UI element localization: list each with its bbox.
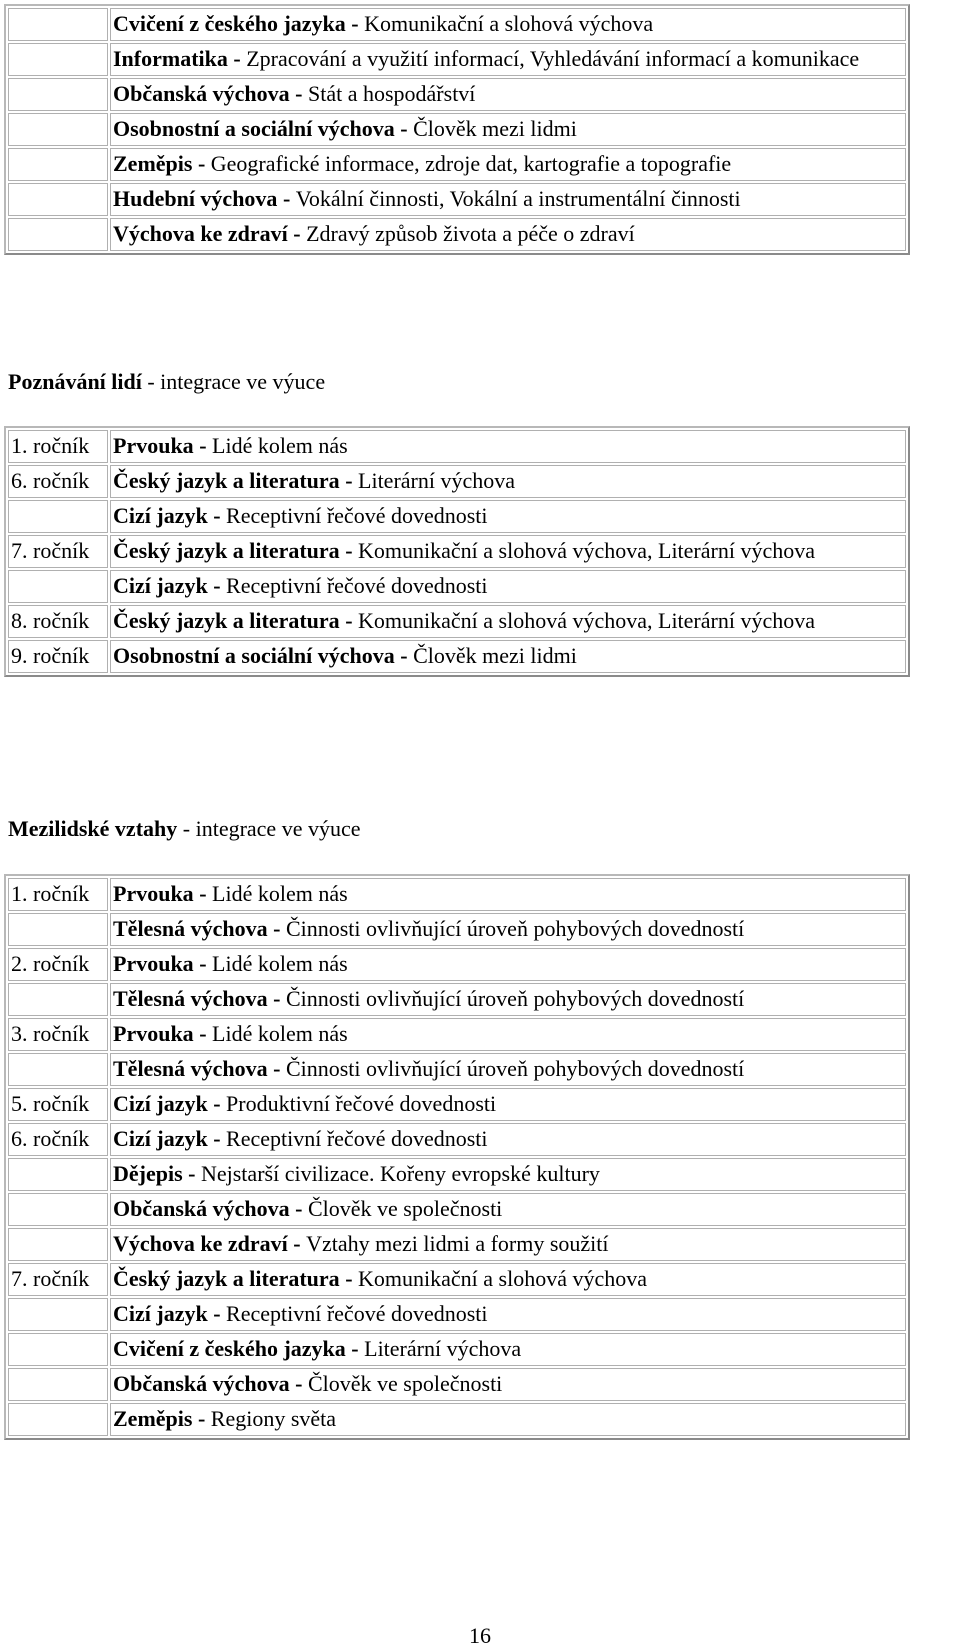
subject-name: Hudební výchova	[113, 186, 278, 211]
table-row	[8, 430, 906, 463]
subject-separator: -	[394, 643, 414, 668]
topic-name: Lidé kolem nás	[212, 951, 348, 976]
table-row	[8, 913, 906, 946]
grade-cell	[8, 1053, 108, 1086]
subject-topic-cell	[110, 1053, 906, 1086]
section-title: Poznávání lidí	[8, 369, 142, 394]
empty-cell	[8, 218, 108, 251]
subject-topic-cell	[110, 878, 906, 911]
top-table-body	[8, 8, 906, 251]
subject-topic-cell	[110, 1123, 906, 1156]
subject-topic-cell	[110, 913, 906, 946]
subject-separator: -	[193, 881, 213, 906]
table-row	[8, 948, 906, 981]
empty-cell	[8, 113, 108, 146]
subject-name: Prvouka	[113, 1021, 194, 1046]
table-row	[8, 1403, 906, 1436]
grade-cell: 9. ročník	[8, 640, 108, 673]
topic-name: Činnosti ovlivňující úroveň pohybových dovedností	[285, 916, 745, 941]
subject-name: Český jazyk a literatura	[113, 608, 340, 633]
section-title: Mezilidské vztahy	[8, 816, 178, 841]
subject-name: Prvouka	[113, 881, 194, 906]
grade-cell	[8, 1403, 108, 1436]
subject-name: Prvouka	[113, 433, 194, 458]
subject-name: Občanská výchova	[113, 1371, 290, 1396]
grade-cell: 1. ročník	[8, 430, 108, 463]
subject-separator: -	[394, 116, 414, 141]
empty-cell	[8, 43, 108, 76]
topic-name: Receptivní řečové dovednosti	[226, 503, 488, 528]
table-row	[8, 113, 906, 146]
subject-separator: -	[227, 46, 247, 71]
grade-cell	[8, 1298, 108, 1331]
subject-name: Informatika	[113, 46, 228, 71]
subject-topic-cell	[110, 570, 906, 603]
subject-topic-cell	[110, 218, 906, 251]
table-row	[8, 1123, 906, 1156]
table-row	[8, 8, 906, 41]
subject-topic-cell	[110, 1298, 906, 1331]
subject-separator: -	[289, 81, 308, 106]
subject-name: Cvičení z českého jazyka	[113, 1336, 346, 1361]
topic-name: Člověk mezi lidmi	[413, 643, 577, 668]
subject-separator: -	[289, 1196, 308, 1221]
grade-cell	[8, 1193, 108, 1226]
subject-name: Výchova ke zdraví	[113, 1231, 288, 1256]
subject-topic-cell	[110, 465, 906, 498]
subject-name: Občanská výchova	[113, 81, 290, 106]
subject-separator: -	[207, 1091, 227, 1116]
top-subjects-table	[4, 4, 910, 255]
table-row	[8, 148, 906, 181]
subject-topic-cell	[110, 1018, 906, 1051]
table-row	[8, 1298, 906, 1331]
subject-name: Tělesná výchova	[113, 916, 268, 941]
grade-cell: 1. ročník	[8, 878, 108, 911]
subject-separator: -	[193, 433, 213, 458]
topic-name: Činnosti ovlivňující úroveň pohybových dovedností	[285, 1056, 745, 1081]
subject-topic-cell	[110, 113, 906, 146]
section-heading-mezilidske-vztahy	[8, 816, 361, 842]
subject-topic-cell	[110, 948, 906, 981]
subject-topic-cell	[110, 78, 906, 111]
table-row	[8, 535, 906, 568]
subject-separator: -	[207, 1126, 227, 1151]
subject-name: Cvičení z českého jazyka	[113, 11, 346, 36]
subject-name: Český jazyk a literatura	[113, 538, 340, 563]
table-row	[8, 1333, 906, 1366]
grade-cell: 6. ročník	[8, 465, 108, 498]
table-row	[8, 1018, 906, 1051]
subject-name: Dějepis	[113, 1161, 183, 1186]
subject-separator: -	[339, 608, 359, 633]
subject-name: Cizí jazyk	[113, 1301, 208, 1326]
subject-topic-cell	[110, 1333, 906, 1366]
grade-cell: 7. ročník	[8, 535, 108, 568]
subject-separator: -	[267, 916, 286, 941]
empty-cell	[8, 148, 108, 181]
topic-name: Stát a hospodářství	[307, 81, 476, 106]
table-row	[8, 983, 906, 1016]
subject-separator: -	[287, 221, 307, 246]
grade-cell: 6. ročník	[8, 1123, 108, 1156]
subject-topic-cell	[110, 983, 906, 1016]
subject-name: Cizí jazyk	[113, 503, 208, 528]
subject-separator: -	[182, 1161, 201, 1186]
empty-cell	[8, 8, 108, 41]
subject-separator: -	[345, 1336, 365, 1361]
subject-name: Český jazyk a literatura	[113, 1266, 340, 1291]
table-row	[8, 570, 906, 603]
topic-name: Komunikační a slohová výchova, Literární výchova	[358, 538, 815, 563]
topic-name: Komunikační a slohová výchova	[364, 11, 654, 36]
subject-name: Tělesná výchova	[113, 986, 268, 1011]
grade-cell	[8, 1158, 108, 1191]
topic-name: Literární výchova	[358, 468, 516, 493]
subject-name: Tělesná výchova	[113, 1056, 268, 1081]
topic-name: Produktivní řečové dovednosti	[226, 1091, 497, 1116]
subject-name: Zeměpis	[113, 151, 193, 176]
grade-cell	[8, 1228, 108, 1261]
topic-name: Komunikační a slohová výchova, Literární výchova	[358, 608, 815, 633]
topic-name: Člověk ve společnosti	[307, 1196, 503, 1221]
subject-topic-cell	[110, 535, 906, 568]
grade-cell	[8, 500, 108, 533]
poznavani-lidi-table	[4, 426, 910, 677]
topic-name: Geografické informace, zdroje dat, kartografie a topografie	[210, 151, 732, 176]
table-row	[8, 1053, 906, 1086]
subject-topic-cell	[110, 430, 906, 463]
topic-name: Receptivní řečové dovednosti	[226, 573, 488, 598]
table-row	[8, 43, 906, 76]
table-row	[8, 1193, 906, 1226]
mezilidske-vztahy-table-body	[8, 878, 906, 1436]
subject-separator: -	[345, 11, 365, 36]
topic-name: Činnosti ovlivňující úroveň pohybových dovedností	[285, 986, 745, 1011]
topic-name: Nejstarší civilizace. Kořeny evropské kultury	[200, 1161, 600, 1186]
subject-separator: -	[192, 151, 211, 176]
table-row	[8, 1368, 906, 1401]
subject-topic-cell	[110, 1088, 906, 1121]
topic-name: Vokální činnosti, Vokální a instrumentální činnosti	[295, 186, 741, 211]
topic-name: Zdravý způsob života a péče o zdraví	[306, 221, 635, 246]
table-row	[8, 1263, 906, 1296]
subject-topic-cell	[110, 1263, 906, 1296]
grade-cell: 8. ročník	[8, 605, 108, 638]
grade-cell	[8, 913, 108, 946]
subject-topic-cell	[110, 1368, 906, 1401]
grade-cell: 5. ročník	[8, 1088, 108, 1121]
subject-name: Cizí jazyk	[113, 573, 208, 598]
grade-cell: 2. ročník	[8, 948, 108, 981]
grade-cell	[8, 1368, 108, 1401]
topic-name: Receptivní řečové dovednosti	[226, 1301, 488, 1326]
topic-name: Literární výchova	[364, 1336, 522, 1361]
subject-topic-cell	[110, 1158, 906, 1191]
table-row	[8, 1228, 906, 1261]
subject-name: Český jazyk a literatura	[113, 468, 340, 493]
subject-separator: -	[339, 1266, 359, 1291]
grade-cell	[8, 983, 108, 1016]
poznavani-lidi-table-body	[8, 430, 906, 673]
subject-separator: -	[192, 1406, 211, 1431]
table-row	[8, 218, 906, 251]
table-row	[8, 78, 906, 111]
subject-name: Osobnostní a sociální výchova	[113, 116, 395, 141]
subject-name: Prvouka	[113, 951, 194, 976]
topic-name: Vztahy mezi lidmi a formy soužití	[306, 1231, 609, 1256]
subject-topic-cell	[110, 1193, 906, 1226]
empty-cell	[8, 78, 108, 111]
topic-name: Člověk mezi lidmi	[413, 116, 577, 141]
subject-topic-cell	[110, 148, 906, 181]
section-heading-poznavani-lidi	[8, 369, 325, 395]
subject-name: Cizí jazyk	[113, 1091, 208, 1116]
topic-name: Zpracování a využití informací, Vyhledávání informací a komunikace	[246, 46, 860, 71]
subject-topic-cell	[110, 1228, 906, 1261]
section-suffix: - integrace ve výuce	[177, 816, 361, 841]
subject-separator: -	[267, 986, 286, 1011]
subject-name: Osobnostní a sociální výchova	[113, 643, 395, 668]
subject-topic-cell	[110, 43, 906, 76]
subject-name: Cizí jazyk	[113, 1126, 208, 1151]
subject-separator: -	[207, 1301, 227, 1326]
grade-cell: 3. ročník	[8, 1018, 108, 1051]
subject-topic-cell	[110, 183, 906, 216]
subject-separator: -	[267, 1056, 286, 1081]
section-suffix: - integrace ve výuce	[141, 369, 326, 394]
grade-cell	[8, 1333, 108, 1366]
topic-name: Člověk ve společnosti	[307, 1371, 503, 1396]
subject-separator: -	[287, 1231, 307, 1256]
grade-cell: 7. ročník	[8, 1263, 108, 1296]
subject-topic-cell	[110, 8, 906, 41]
subject-topic-cell	[110, 500, 906, 533]
subject-separator: -	[207, 503, 227, 528]
subject-separator: -	[339, 538, 359, 563]
topic-name: Regiony světa	[210, 1406, 337, 1431]
subject-name: Výchova ke zdraví	[113, 221, 288, 246]
grade-cell	[8, 570, 108, 603]
table-row	[8, 183, 906, 216]
topic-name: Lidé kolem nás	[212, 433, 348, 458]
topic-name: Lidé kolem nás	[212, 881, 348, 906]
subject-separator: -	[289, 1371, 308, 1396]
subject-separator: -	[193, 951, 213, 976]
topic-name: Komunikační a slohová výchova	[358, 1266, 648, 1291]
subject-name: Zeměpis	[113, 1406, 193, 1431]
topic-name: Receptivní řečové dovednosti	[226, 1126, 488, 1151]
subject-separator: -	[193, 1021, 213, 1046]
subject-topic-cell	[110, 640, 906, 673]
table-row	[8, 640, 906, 673]
table-row	[8, 1088, 906, 1121]
empty-cell	[8, 183, 108, 216]
table-row	[8, 500, 906, 533]
subject-name: Občanská výchova	[113, 1196, 290, 1221]
table-row	[8, 605, 906, 638]
subject-separator: -	[339, 468, 359, 493]
table-row	[8, 465, 906, 498]
subject-separator: -	[207, 573, 227, 598]
subject-topic-cell	[110, 1403, 906, 1436]
subject-separator: -	[277, 186, 296, 211]
page-number: 16	[469, 1623, 491, 1648]
mezilidske-vztahy-table	[4, 874, 910, 1440]
topic-name: Lidé kolem nás	[212, 1021, 348, 1046]
table-row	[8, 878, 906, 911]
table-row	[8, 1158, 906, 1191]
subject-topic-cell	[110, 605, 906, 638]
